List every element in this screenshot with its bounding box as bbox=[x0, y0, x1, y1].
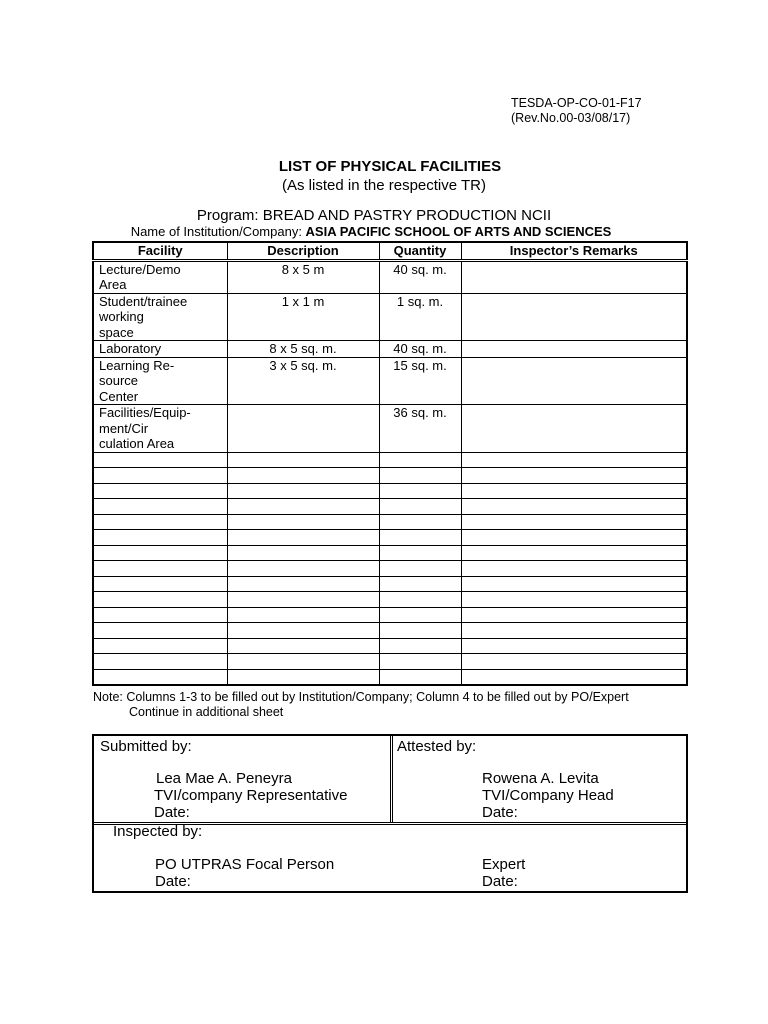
blank-cell-quantity bbox=[379, 483, 461, 499]
cell-remarks bbox=[461, 357, 687, 405]
cell-facility: Lecture/Demo Area bbox=[93, 260, 227, 293]
blank-cell-remarks bbox=[461, 592, 687, 608]
blank-cell-quantity bbox=[379, 499, 461, 515]
blank-cell-remarks bbox=[461, 499, 687, 515]
expert-role: Expert bbox=[482, 856, 526, 873]
blank-cell-remarks bbox=[461, 623, 687, 639]
blank-cell-facility bbox=[93, 669, 227, 685]
attester-role: TVI/Company Head bbox=[482, 787, 614, 804]
inspector-date: Date: bbox=[155, 873, 191, 890]
blank-cell-quantity bbox=[379, 607, 461, 623]
blank-cell-description bbox=[227, 654, 379, 670]
cell-quantity: 15 sq. m. bbox=[379, 357, 461, 405]
submitter-name: Lea Mae A. Peneyra bbox=[156, 770, 292, 787]
blank-cell-quantity bbox=[379, 623, 461, 639]
blank-cell-facility bbox=[93, 545, 227, 561]
signature-box bbox=[92, 734, 688, 893]
blank-row bbox=[93, 607, 687, 623]
blank-cell-facility bbox=[93, 623, 227, 639]
blank-cell-description bbox=[227, 452, 379, 468]
signature-divider-vertical bbox=[390, 736, 393, 822]
blank-cell-remarks bbox=[461, 483, 687, 499]
blank-row bbox=[93, 654, 687, 670]
cell-remarks bbox=[461, 405, 687, 453]
blank-cell-remarks bbox=[461, 468, 687, 484]
blank-cell-description bbox=[227, 576, 379, 592]
blank-cell-quantity bbox=[379, 545, 461, 561]
cell-description: 3 x 5 sq. m. bbox=[227, 357, 379, 405]
table-row bbox=[93, 341, 687, 358]
blank-cell-description bbox=[227, 623, 379, 639]
note bbox=[93, 690, 629, 720]
expert-date: Date: bbox=[482, 873, 518, 890]
institution-line bbox=[0, 224, 742, 239]
table-row bbox=[93, 357, 687, 405]
attester-name: Rowena A. Levita bbox=[482, 770, 599, 787]
blank-cell-description bbox=[227, 530, 379, 546]
table-body bbox=[93, 260, 687, 685]
cell-description: 1 x 1 m bbox=[227, 293, 379, 341]
blank-cell-remarks bbox=[461, 561, 687, 577]
cell-remarks bbox=[461, 293, 687, 341]
institution-name: ASIA PACIFIC SCHOOL OF ARTS AND SCIENCES bbox=[305, 224, 612, 239]
blank-row bbox=[93, 514, 687, 530]
blank-cell-facility bbox=[93, 654, 227, 670]
blank-cell-facility bbox=[93, 499, 227, 515]
attester-date: Date: bbox=[482, 804, 518, 821]
blank-cell-facility bbox=[93, 561, 227, 577]
blank-cell-facility bbox=[93, 576, 227, 592]
blank-cell-description bbox=[227, 561, 379, 577]
blank-cell-description bbox=[227, 483, 379, 499]
note-line-2: Continue in additional sheet bbox=[129, 705, 284, 719]
header-quantity: Quantity bbox=[379, 242, 461, 260]
blank-cell-quantity bbox=[379, 514, 461, 530]
blank-row bbox=[93, 576, 687, 592]
blank-row bbox=[93, 468, 687, 484]
blank-cell-remarks bbox=[461, 638, 687, 654]
cell-quantity: 1 sq. m. bbox=[379, 293, 461, 341]
table-row bbox=[93, 293, 687, 341]
form-code: TESDA-OP-CO-01-F17 bbox=[511, 96, 642, 110]
blank-cell-description bbox=[227, 669, 379, 685]
blank-cell-remarks bbox=[461, 607, 687, 623]
blank-cell-description bbox=[227, 468, 379, 484]
form-revision: (Rev.No.00-03/08/17) bbox=[511, 111, 631, 125]
blank-cell-remarks bbox=[461, 530, 687, 546]
form-code-block bbox=[511, 96, 642, 126]
blank-cell-quantity bbox=[379, 592, 461, 608]
cell-description bbox=[227, 405, 379, 453]
inspected-by-label: Inspected by: bbox=[113, 823, 203, 840]
blank-row bbox=[93, 638, 687, 654]
cell-description: 8 x 5 sq. m. bbox=[227, 341, 379, 358]
blank-cell-quantity bbox=[379, 468, 461, 484]
cell-facility: Learning Re- source Center bbox=[93, 357, 227, 405]
blank-row bbox=[93, 561, 687, 577]
header-facility: Facility bbox=[93, 242, 227, 260]
header-remarks: Inspector’s Remarks bbox=[461, 242, 687, 260]
blank-row bbox=[93, 452, 687, 468]
blank-row bbox=[93, 669, 687, 685]
blank-cell-description bbox=[227, 499, 379, 515]
cell-quantity: 40 sq. m. bbox=[379, 341, 461, 358]
blank-cell-description bbox=[227, 545, 379, 561]
blank-cell-facility bbox=[93, 607, 227, 623]
cell-remarks bbox=[461, 260, 687, 293]
blank-row bbox=[93, 499, 687, 515]
table-header-row bbox=[93, 242, 687, 260]
blank-cell-facility bbox=[93, 530, 227, 546]
blank-cell-facility bbox=[93, 514, 227, 530]
blank-cell-facility bbox=[93, 483, 227, 499]
blank-row bbox=[93, 623, 687, 639]
blank-cell-remarks bbox=[461, 545, 687, 561]
blank-cell-quantity bbox=[379, 530, 461, 546]
blank-row bbox=[93, 592, 687, 608]
cell-facility: Student/trainee working space bbox=[93, 293, 227, 341]
blank-cell-description bbox=[227, 638, 379, 654]
blank-cell-remarks bbox=[461, 514, 687, 530]
blank-row bbox=[93, 483, 687, 499]
blank-row bbox=[93, 530, 687, 546]
blank-cell-description bbox=[227, 514, 379, 530]
blank-cell-description bbox=[227, 592, 379, 608]
blank-cell-quantity bbox=[379, 576, 461, 592]
header-description: Description bbox=[227, 242, 379, 260]
cell-remarks bbox=[461, 341, 687, 358]
facilities-table bbox=[92, 241, 688, 686]
blank-cell-remarks bbox=[461, 669, 687, 685]
blank-cell-remarks bbox=[461, 452, 687, 468]
attested-by-label: Attested by: bbox=[397, 738, 477, 755]
blank-cell-description bbox=[227, 607, 379, 623]
cell-quantity: 40 sq. m. bbox=[379, 260, 461, 293]
blank-cell-remarks bbox=[461, 576, 687, 592]
cell-description: 8 x 5 m bbox=[227, 260, 379, 293]
cell-facility: Facilities/Equip- ment/Cir culation Area bbox=[93, 405, 227, 453]
blank-cell-quantity bbox=[379, 452, 461, 468]
institution-label: Name of Institution/Company: bbox=[130, 224, 306, 239]
blank-cell-quantity bbox=[379, 654, 461, 670]
submitted-by-label: Submitted by: bbox=[100, 738, 192, 755]
blank-cell-facility bbox=[93, 468, 227, 484]
submitter-role: TVI/company Representative bbox=[154, 787, 348, 804]
blank-cell-facility bbox=[93, 452, 227, 468]
blank-cell-quantity bbox=[379, 669, 461, 685]
submitter-date: Date: bbox=[154, 804, 190, 821]
blank-cell-quantity bbox=[379, 561, 461, 577]
blank-row bbox=[93, 545, 687, 561]
document-subtitle: (As listed in the respective TR) bbox=[282, 177, 486, 194]
blank-cell-remarks bbox=[461, 654, 687, 670]
blank-cell-facility bbox=[93, 592, 227, 608]
inspector-role: PO UTPRAS Focal Person bbox=[155, 856, 335, 873]
document-title: LIST OF PHYSICAL FACILITIES bbox=[278, 158, 502, 175]
table-row bbox=[93, 260, 687, 293]
table-row bbox=[93, 405, 687, 453]
program-line: Program: BREAD AND PASTRY PRODUCTION NCII bbox=[196, 207, 552, 224]
cell-facility: Laboratory bbox=[93, 341, 227, 358]
blank-cell-quantity bbox=[379, 638, 461, 654]
blank-cell-facility bbox=[93, 638, 227, 654]
cell-quantity: 36 sq. m. bbox=[379, 405, 461, 453]
note-line-1: Note: Columns 1-3 to be filled out by Institution/Company; Column 4 to be filled out by PO/Expert bbox=[93, 690, 629, 704]
